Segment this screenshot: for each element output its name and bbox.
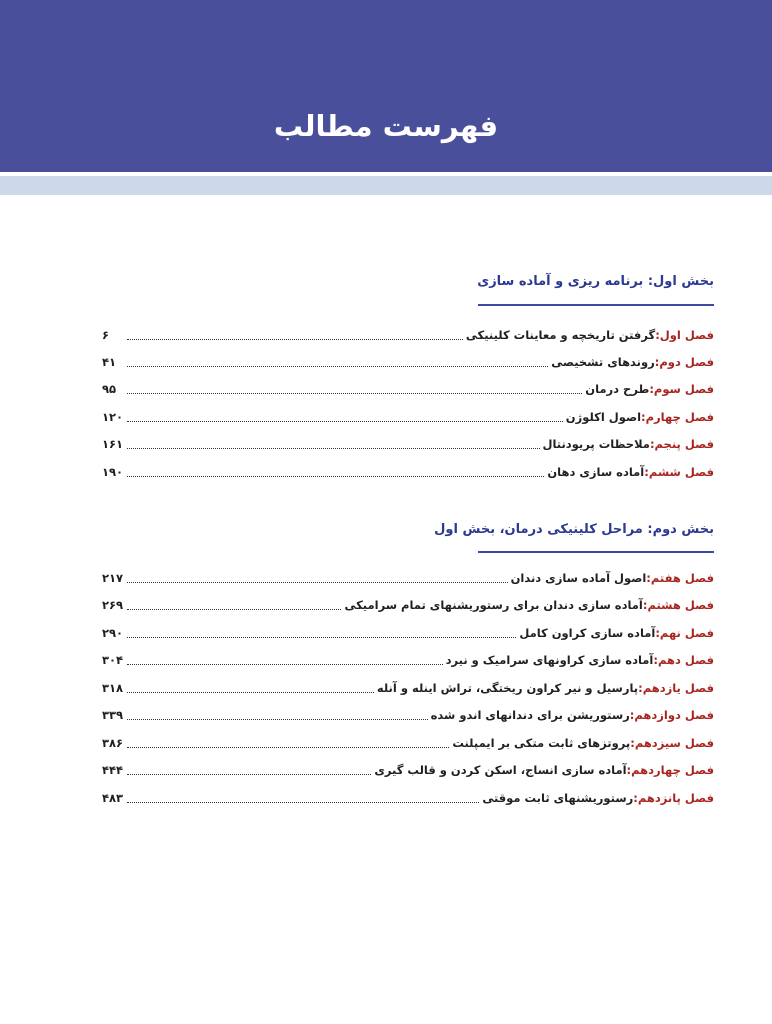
chapter-title: آماده سازی دندان برای رستوریشنهای تمام سرامیکی [344, 598, 643, 612]
chapter-label: فصل سوم: [649, 382, 714, 396]
chapter-label: فصل یازدهم: [638, 681, 714, 695]
chapter-label: فصل نهم: [655, 626, 714, 640]
page-number: ۴۸۳ [102, 791, 124, 805]
toc-entry[interactable] [102, 732, 714, 754]
chapter-title: گرفتن تاریخچه و معاینات کلینیکی [465, 328, 656, 342]
page-number: ۱۶۱ [102, 437, 124, 451]
toc-entry[interactable] [102, 461, 714, 483]
page-number: ۶ [102, 328, 110, 342]
chapter-label: فصل پنجم: [649, 437, 714, 451]
chapter-title: آماده سازی انساج، اسکن کردن و قالب گیری [374, 763, 627, 777]
toc-entry[interactable] [102, 351, 714, 373]
chapter-title: پروتزهای ثابت متکی بر ایمپلنت [452, 736, 631, 750]
chapter-label: فصل دهم: [653, 653, 714, 667]
dot-leader [127, 637, 516, 638]
dot-leader [127, 802, 479, 803]
chapter-title: روندهای تشخیصی [551, 355, 655, 369]
chapter-label: فصل دوازدهم: [629, 708, 714, 722]
header-accent-stripe [0, 176, 772, 195]
page-number: ۲۹۰ [102, 626, 124, 640]
page-number: ۱۲۰ [102, 410, 124, 424]
toc-entry[interactable] [102, 567, 714, 589]
dot-leader [127, 476, 544, 477]
chapter-label: فصل ششم: [644, 465, 714, 479]
chapter-label: فصل هفتم: [646, 571, 714, 585]
section-heading: بخش دوم: مراحل کلینیکی درمان، بخش اول [434, 522, 714, 537]
page-number: ۳۱۸ [102, 681, 124, 695]
dot-leader [127, 393, 582, 394]
toc-entry[interactable] [102, 677, 714, 699]
toc-entry[interactable] [102, 324, 714, 346]
toc-entry[interactable] [102, 787, 714, 809]
page-number: ۳۰۴ [102, 653, 124, 667]
section-divider [478, 551, 714, 553]
page-number: ۴۱ [102, 355, 117, 369]
page-number: ۱۹۰ [102, 465, 124, 479]
dot-leader [127, 339, 463, 340]
page-number: ۳۳۹ [102, 708, 124, 722]
dot-leader [127, 774, 371, 775]
toc-entry[interactable] [102, 433, 714, 455]
chapter-label: فصل اول: [655, 328, 714, 342]
dot-leader [127, 747, 449, 748]
toc-entry[interactable] [102, 704, 714, 726]
section-heading: بخش اول: برنامه ریزی و آماده سازی [477, 274, 714, 289]
chapter-title: پارسیل و نیر کراون ریختگی، تراش اینله و آنله [376, 681, 639, 695]
dot-leader [127, 421, 563, 422]
toc-entry[interactable] [102, 406, 714, 428]
chapter-title: رستوریشن برای دندانهای اندو شده [430, 708, 630, 722]
dot-leader [127, 448, 540, 449]
page-number: ۲۱۷ [102, 571, 124, 585]
section-divider [478, 304, 714, 306]
page-number: ۹۵ [102, 382, 117, 396]
chapter-title: طرح درمان [585, 382, 650, 396]
chapter-title: آماده سازی کراونهای سرامیک و نیرد [445, 653, 654, 667]
dot-leader [127, 664, 443, 665]
dot-leader [127, 609, 341, 610]
toc-entry[interactable] [102, 378, 714, 400]
dot-leader [127, 582, 508, 583]
chapter-label: فصل دوم: [654, 355, 714, 369]
chapter-title: اصول اکلوژن [565, 410, 642, 424]
toc-entry[interactable] [102, 622, 714, 644]
chapter-label: فصل چهاردهم: [626, 763, 714, 777]
page-number: ۲۶۹ [102, 598, 124, 612]
chapter-label: فصل هشتم: [642, 598, 714, 612]
chapter-title: ملاحظات پریودنتال [542, 437, 650, 451]
dot-leader [127, 719, 428, 720]
page-title: فهرست مطالب [273, 109, 499, 143]
chapter-title: اصول آماده سازی دندان [510, 571, 647, 585]
chapter-title: رستوریشنهای ثابت موقتی [482, 791, 634, 805]
toc-entry[interactable] [102, 649, 714, 671]
page-number: ۳۸۶ [102, 736, 124, 750]
toc-entry[interactable] [102, 759, 714, 781]
chapter-label: فصل سیزدهم: [630, 736, 714, 750]
dot-leader [127, 366, 548, 367]
dot-leader [127, 692, 374, 693]
chapter-label: فصل پانزدهم: [633, 791, 714, 805]
chapter-label: فصل چهارم: [641, 410, 714, 424]
toc-entry[interactable] [102, 594, 714, 616]
chapter-title: آماده سازی دهان [547, 465, 645, 479]
chapter-title: آماده سازی کراون کامل [519, 626, 656, 640]
page-number: ۴۴۴ [102, 763, 124, 777]
